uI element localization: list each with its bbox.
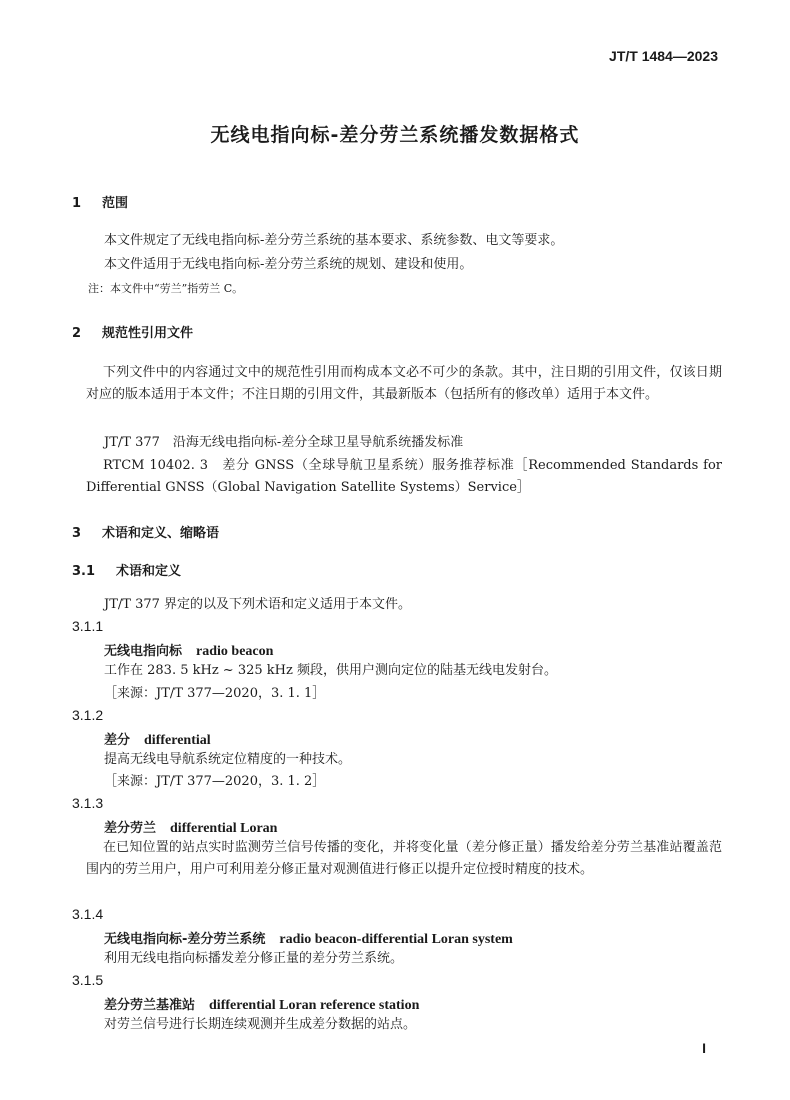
term-entry [104, 994, 419, 1014]
term-zh: 无线电指向标-差分劳兰系统 [104, 932, 266, 947]
section-number: 1 [72, 196, 82, 211]
term-zh: 差分劳兰 [104, 821, 157, 836]
section-1-heading [72, 192, 128, 211]
term-number: 3.1.5 [72, 972, 104, 988]
section-2-heading [72, 322, 193, 341]
term-entry [104, 817, 277, 837]
term-en: radio beacon [196, 644, 274, 659]
term-en: differential [144, 733, 211, 748]
term-zh: 差分劳兰基准站 [104, 998, 196, 1013]
paragraph: 下列文件中的内容通过文中的规范性引用而构成本文必不可少的条款。其中，注日期的引用文件，仅该日期对应的版本适用于本文件；不注日期的引用文件，其最新版本（包括所有的修改单）适用于本文件。 [86, 365, 722, 402]
term-number: 3.1.1 [72, 618, 104, 634]
page-number: I [702, 1040, 706, 1056]
term-definition: 工作在 283. 5 kHz ~ 325 kHz 频段，供用户测向定位的陆基无线电发射台。 [104, 663, 557, 678]
term-definition: 利用无线电指向标播发差分修正量的差分劳兰系统。 [104, 951, 404, 966]
term-number: 3.1.3 [72, 795, 104, 811]
paragraph: 本文件适用于无线电指向标-差分劳兰系统的规划、建设和使用。 [104, 257, 473, 272]
term-number: 3.1.4 [72, 906, 104, 922]
note: 注：本文件中“劳兰”指劳兰 C。 [88, 282, 244, 295]
section-number: 2 [72, 326, 82, 341]
subsection-3-1-heading [72, 560, 181, 579]
section-number: 3 [72, 526, 82, 541]
term-definition: 对劳兰信号进行长期连续观测并生成差分数据的站点。 [104, 1017, 417, 1032]
term-definition: 提高无线电导航系统定位精度的一种技术。 [104, 752, 352, 767]
term-entry [104, 640, 273, 660]
paragraph: 本文件规定了无线电指向标-差分劳兰系统的基本要求、系统参数、电文等要求。 [104, 233, 564, 248]
term-source: ［来源：JT/T 377—2020，3. 1. 2］ [104, 774, 326, 789]
section-title: 范围 [102, 196, 129, 211]
reference-item: RTCM 10402. 3 差分 GNSS（全球导航卫星系统）服务推荐标准［Recommended Standards for Differential GNSS（Global Navigation Satellite Systems）Service］ [86, 458, 722, 495]
paragraph: JT/T 377 界定的以及下列术语和定义适用于本文件。 [104, 597, 412, 612]
term-entry [104, 928, 513, 948]
section-3-heading [72, 522, 219, 541]
term-zh: 差分 [104, 733, 131, 748]
term-definition: 在已知位置的站点实时监测劳兰信号传播的变化，并将变化量（差分修正量）播发给差分劳兰基准站覆盖范围内的劳兰用户，用户可利用差分修正量对观测值进行修正以提升定位授时精度的技术。 [86, 840, 722, 877]
term-number: 3.1.2 [72, 707, 104, 723]
term-en: radio beacon-differential Loran system [279, 932, 513, 947]
document-title: 无线电指向标-差分劳兰系统播发数据格式 [210, 124, 580, 146]
term-entry [104, 729, 211, 749]
subsection-title: 术语和定义 [116, 564, 182, 579]
term-zh: 无线电指向标 [104, 644, 183, 659]
section-title: 术语和定义、缩略语 [102, 526, 220, 541]
standard-code: JT/T 1484—2023 [609, 48, 718, 64]
subsection-number: 3.1 [72, 564, 96, 579]
term-en: differential Loran reference station [209, 998, 420, 1013]
section-title: 规范性引用文件 [102, 326, 194, 341]
reference-item: JT/T 377 沿海无线电指向标-差分全球卫星导航系统播发标准 [104, 435, 464, 450]
term-en: differential Loran [170, 821, 278, 836]
term-source: ［来源：JT/T 377—2020，3. 1. 1］ [104, 686, 326, 701]
